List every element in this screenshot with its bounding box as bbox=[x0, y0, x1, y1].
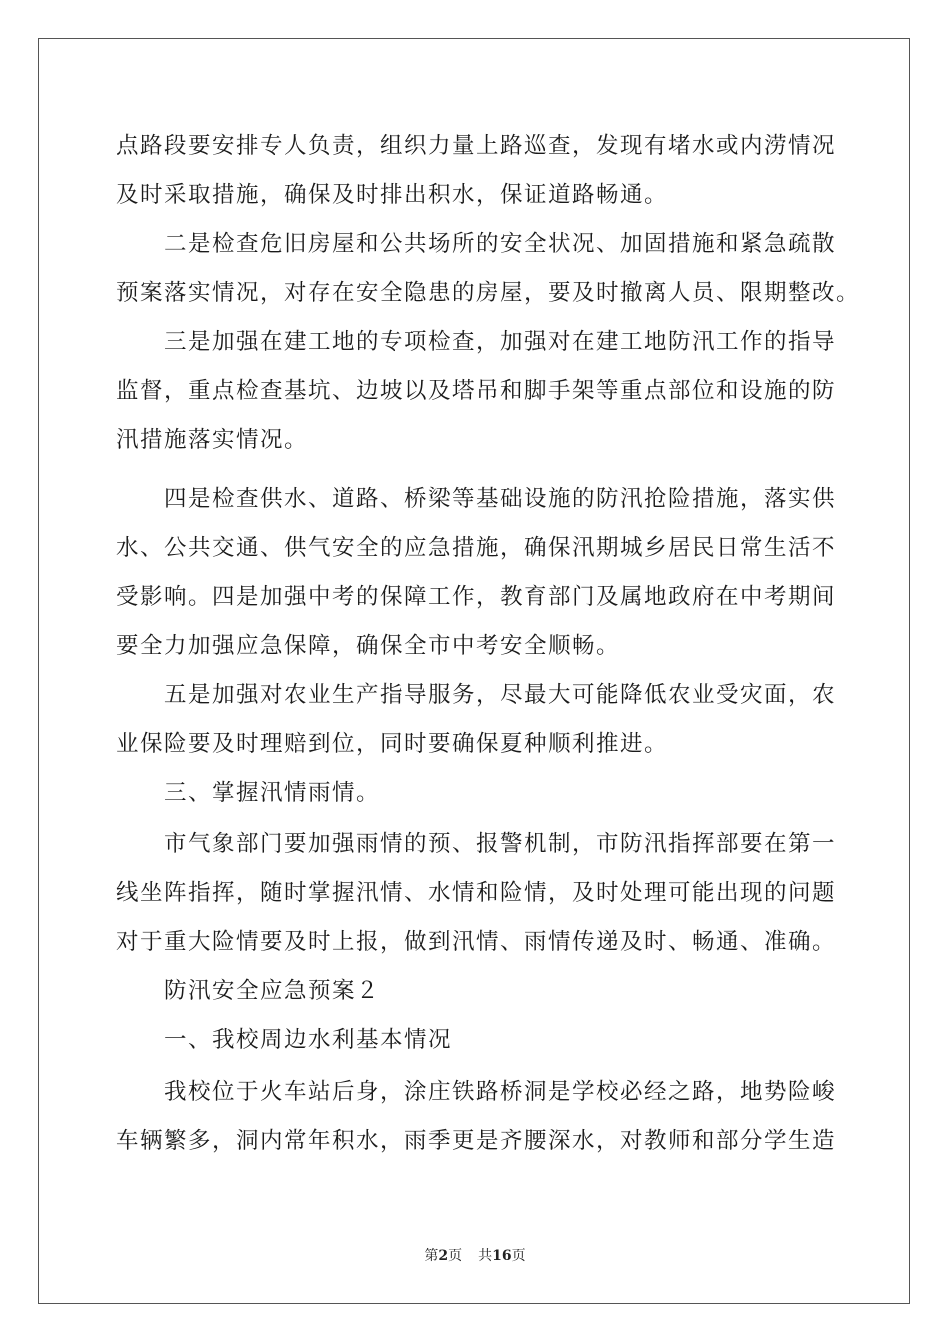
page-footer bbox=[0, 1245, 950, 1265]
text-line-21: 车辆繁多，洞内常年积水，雨季更是齐腰深水，对教师和部分学生造 bbox=[116, 1128, 837, 1154]
footer-page-unit: 页 bbox=[448, 1248, 463, 1264]
text-line-12: 五是加强对农业生产指导服务，尽最大可能降低农业受灾面，农 bbox=[164, 682, 837, 708]
footer-page-total: 16 bbox=[492, 1248, 512, 1264]
text-line-17: 对于重大险情要及时上报，做到汛情、雨情传递及时、畅通、准确。 bbox=[116, 929, 837, 955]
text-line-14: 三、掌握汛情雨情。 bbox=[164, 780, 381, 806]
footer-total-prefix: 共 bbox=[478, 1248, 493, 1264]
text-line-18: 防汛安全应急预案２ bbox=[164, 978, 381, 1004]
text-line-13: 业保险要及时理赔到位，同时要确保夏种顺利推进。 bbox=[116, 731, 669, 757]
text-line-11: 要全力加强应急保障，确保全市中考安全顺畅。 bbox=[116, 633, 621, 659]
text-line-9: 水、公共交通、供气安全的应急措施，确保汛期城乡居民日常生活不 bbox=[116, 535, 837, 561]
footer-page-prefix: 第 bbox=[424, 1248, 439, 1264]
text-line-3: 二是检查危旧房屋和公共场所的安全状况、加固措施和紧急疏散 bbox=[164, 231, 837, 257]
text-line-1: 点路段要安排专人负责，组织力量上路巡查，发现有堵水或内涝情况 bbox=[116, 133, 837, 159]
text-line-10: 受影响。四是加强中考的保障工作，教育部门及属地政府在中考期间 bbox=[116, 584, 837, 610]
text-line-2: 及时采取措施，确保及时排出积水，保证道路畅通。 bbox=[116, 182, 669, 208]
text-line-16: 线坐阵指挥，随时掌握汛情、水情和险情，及时处理可能出现的问题 bbox=[116, 880, 837, 906]
text-line-19: 一、我校周边水利基本情况 bbox=[164, 1027, 453, 1053]
text-line-5: 三是加强在建工地的专项检查，加强对在建工地防汛工作的指导 bbox=[164, 329, 837, 355]
text-line-15: 市气象部门要加强雨情的预、报警机制，市防汛指挥部要在第一 bbox=[164, 831, 837, 857]
text-line-8: 四是检查供水、道路、桥梁等基础设施的防汛抢险措施，落实供 bbox=[164, 486, 837, 512]
footer-page-current: 2 bbox=[438, 1248, 449, 1264]
text-line-6: 监督，重点检查基坑、边坡以及塔吊和脚手架等重点部位和设施的防 bbox=[116, 378, 837, 404]
footer-total-unit: 页 bbox=[511, 1248, 526, 1264]
text-line-4: 预案落实情况，对存在安全隐患的房屋，要及时撤离人员、限期整改。 bbox=[116, 280, 861, 306]
text-line-20: 我校位于火车站后身，涂庄铁路桥洞是学校必经之路，地势险峻 bbox=[164, 1079, 837, 1105]
text-line-7: 汛措施落实情况。 bbox=[116, 427, 309, 453]
